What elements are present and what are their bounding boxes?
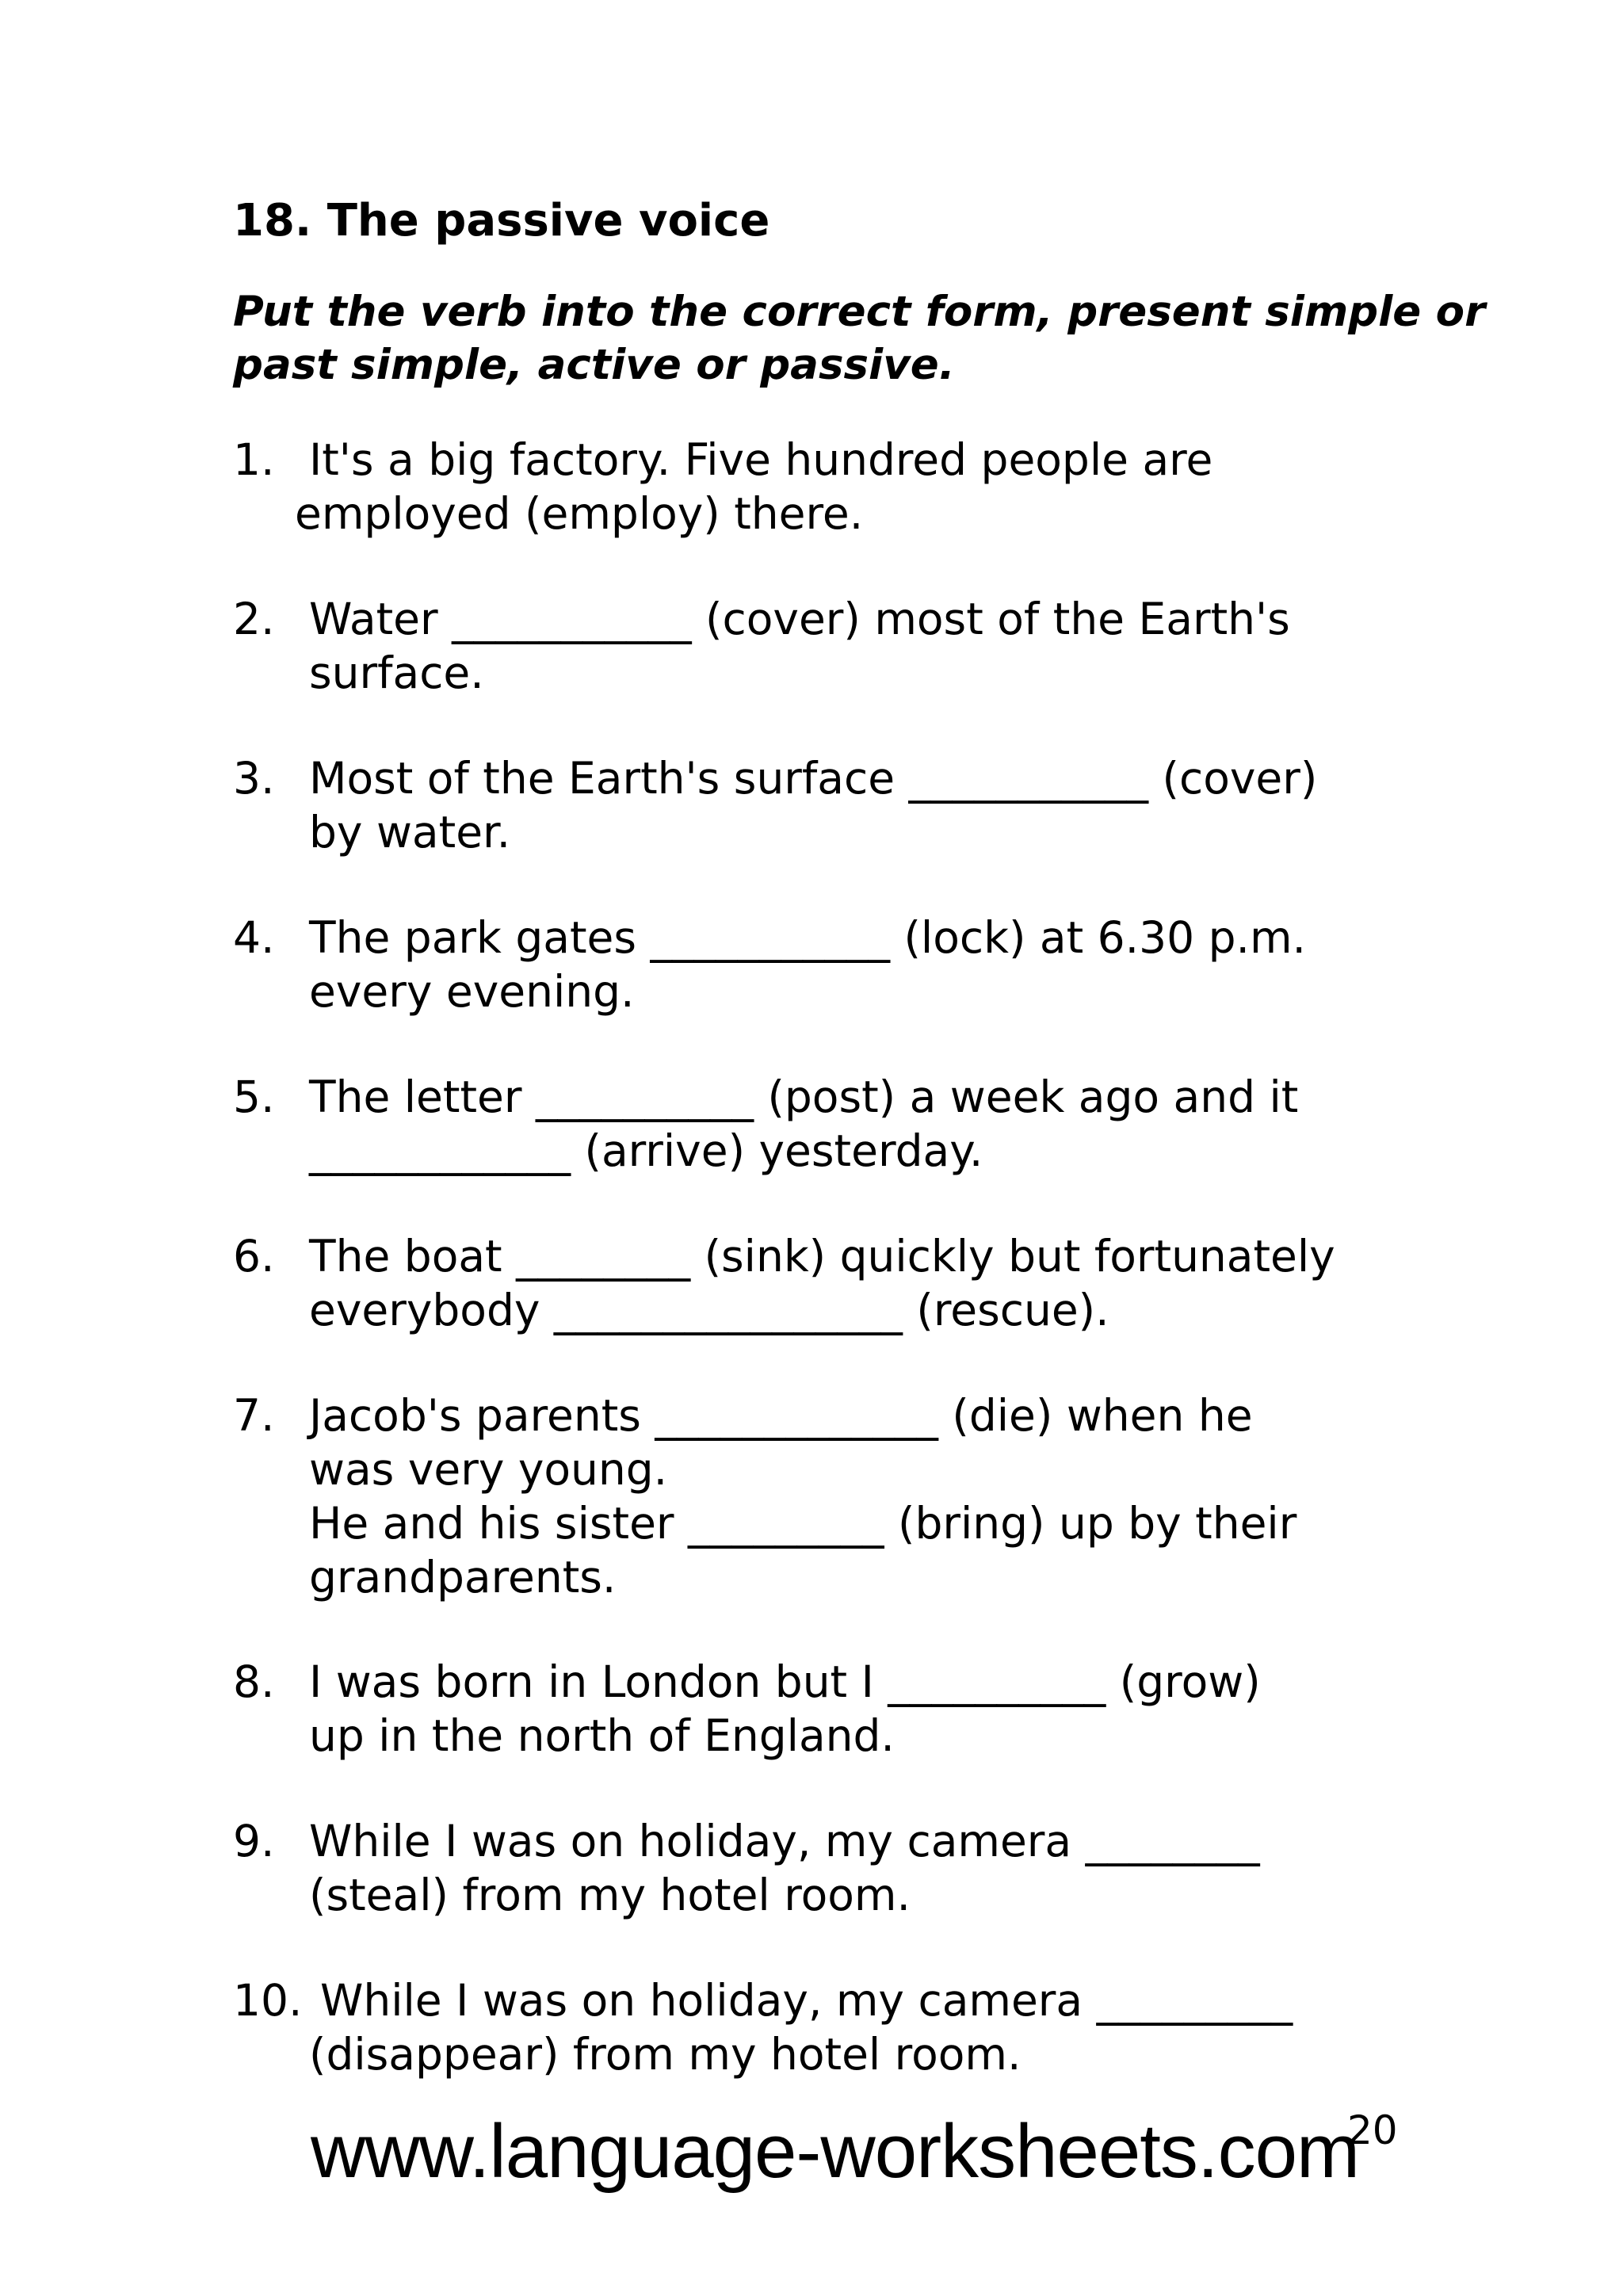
- exercise-item-8: [233, 1655, 1261, 1763]
- exercise-item-7: [233, 1389, 1296, 1604]
- exercise-item-1: [233, 433, 1212, 541]
- item-text: every evening.: [309, 966, 635, 1017]
- exercise-item-3: [233, 751, 1317, 859]
- item-number: 2.: [233, 594, 275, 644]
- footer-website-url: www.language-worksheets.com: [311, 2109, 1359, 2194]
- exercise-item-5: [233, 1070, 1298, 1178]
- item-text: was very young.: [309, 1444, 668, 1495]
- instruction-line: past simple, active or passive.: [233, 341, 955, 389]
- exercise-item-2: [233, 592, 1290, 700]
- instruction-text: [233, 285, 1486, 392]
- item-number: 5.: [233, 1072, 275, 1122]
- item-text: employed (employ) there.: [295, 488, 864, 539]
- exercise-item-9: [233, 1814, 1260, 1922]
- page-number: 20: [1347, 2107, 1398, 2153]
- exercise-item-6: [233, 1229, 1335, 1337]
- item-text: The park gates ___________ (lock) at 6.30 p.m.: [309, 912, 1307, 963]
- item-text: by water.: [309, 807, 511, 858]
- item-number: 7.: [233, 1390, 275, 1441]
- item-text: The letter __________ (post) a week ago and it: [309, 1072, 1299, 1122]
- item-text: It's a big factory. Five hundred people are: [309, 434, 1213, 485]
- item-text: everybody ________________ (rescue).: [309, 1285, 1109, 1335]
- item-text: Jacob's parents _____________ (die) when he: [309, 1390, 1253, 1441]
- item-text: I was born in London but I __________ (grow): [309, 1656, 1261, 1707]
- exercise-item-10: [233, 1973, 1293, 2081]
- exercise-item-4: [233, 911, 1306, 1018]
- worksheet-title: 18. The passive voice: [233, 195, 770, 246]
- item-text: Most of the Earth's surface ___________ (cover): [309, 753, 1318, 804]
- item-text: Water ___________ (cover) most of the Earth's: [309, 594, 1290, 644]
- item-text: surface.: [309, 648, 484, 698]
- item-number: 8.: [233, 1656, 275, 1707]
- item-text: (steal) from my hotel room.: [309, 1870, 911, 1920]
- item-text: While I was on holiday, my camera ________: [309, 1816, 1260, 1866]
- item-text: The boat ________ (sink) quickly but fortunately: [309, 1231, 1335, 1282]
- item-number: 1.: [233, 434, 275, 485]
- item-number: 3.: [233, 753, 275, 804]
- item-text: While I was on holiday, my camera _________: [320, 1975, 1293, 2026]
- item-text: ____________ (arrive) yesterday.: [309, 1125, 983, 1176]
- item-text: He and his sister _________ (bring) up by their: [309, 1498, 1297, 1549]
- instruction-line: Put the verb into the correct form, present simple or: [233, 288, 1486, 336]
- item-number: 4.: [233, 912, 275, 963]
- item-text: grandparents.: [309, 1552, 617, 1603]
- item-number: 9.: [233, 1816, 275, 1866]
- item-number: 10.: [233, 1975, 303, 2026]
- item-number: 6.: [233, 1231, 275, 1282]
- item-text: up in the north of England.: [309, 1710, 895, 1761]
- item-text: (disappear) from my hotel room.: [309, 2029, 1022, 2080]
